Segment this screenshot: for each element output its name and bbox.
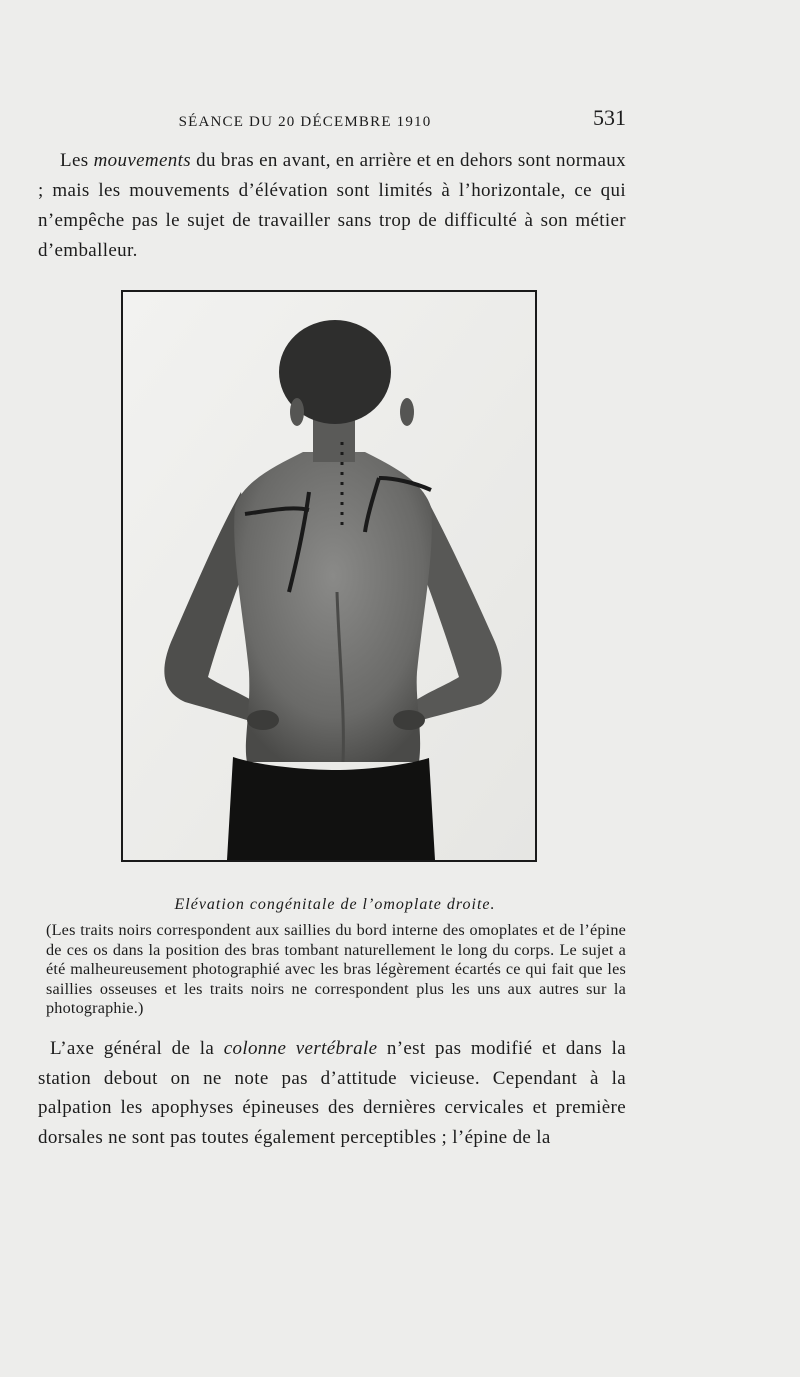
right-hand bbox=[393, 710, 425, 730]
paragraph-1-lead: Les bbox=[60, 150, 94, 171]
page-number: 531 bbox=[593, 105, 626, 130]
paragraph-spine bbox=[38, 1034, 626, 1152]
paragraph-2-italic: colonne vertébrale bbox=[223, 1038, 378, 1059]
left-hand bbox=[247, 710, 279, 730]
trousers bbox=[227, 757, 435, 860]
left-ear bbox=[290, 398, 304, 426]
paragraph-2-rest: n’est pas modifié et dans la station debout on ne note pas d’attitude vicieuse. Cependant à la palpation les apophyses épineuses des dernières cervicales et première dorsales ne sont pas toutes également perceptibles ; l’épine de la bbox=[38, 1038, 626, 1148]
running-title: SÉANCE DU 20 DÉCEMBRE 1910 bbox=[178, 114, 432, 130]
photograph-figure bbox=[121, 290, 537, 862]
figure-caption-title: Elévation congénitale de l’omoplate droite. bbox=[174, 896, 496, 913]
paragraph-movements bbox=[38, 146, 626, 266]
paragraph-2-lead: L’axe général de la bbox=[50, 1038, 224, 1059]
photograph-illustration bbox=[123, 292, 535, 860]
paragraph-1-italic: mouvements bbox=[93, 150, 192, 171]
right-ear bbox=[400, 398, 414, 426]
figure-caption-note: (Les traits noirs correspondent aux saillies du bord interne des omoplates et de l’épine de ces os dans la position des bras tombant naturellement le long du corps. Le sujet a été malheureusement photographié avec les bras légèrement écartés ce qui fait que les saillies osseuses et les traits noirs ne correspondent plus les uns aux autres sur la photographie.) bbox=[46, 921, 626, 1018]
paragraph-1-rest: du bras en avant, en arrière et en dehors sont normaux ; mais les mouvements d’élévation sont limités à l’horizontale, ce qui n’empêche pas le sujet de travailler sans trop de difficulté à son métier d’emballeur. bbox=[38, 150, 627, 261]
running-head bbox=[40, 105, 630, 135]
